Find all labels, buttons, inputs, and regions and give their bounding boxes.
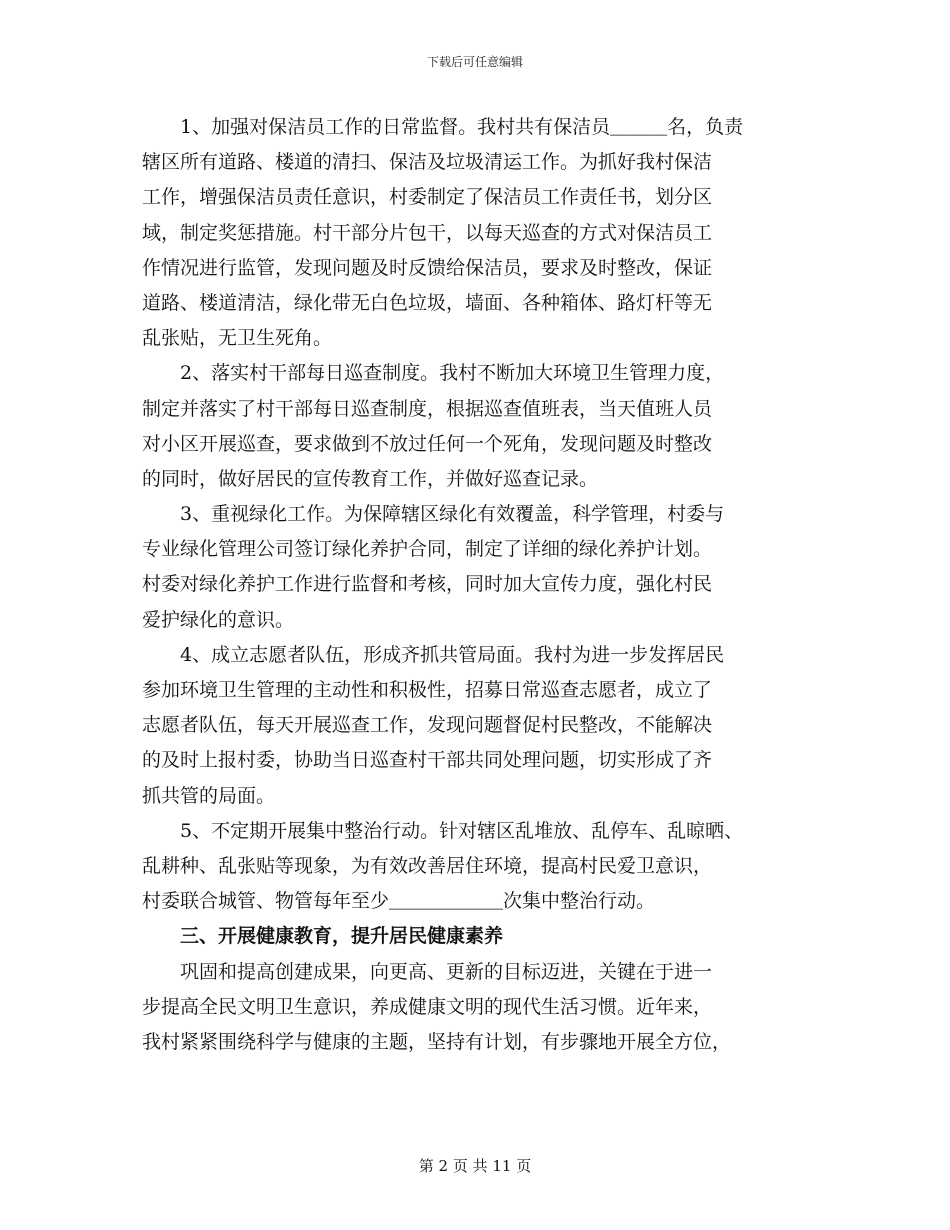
text-line: 1、加强对保洁员工作的日常监督。我村共有保洁员＿＿＿名，负责 xyxy=(142,116,744,138)
text-line: 巩固和提高创建成果，向更高、更新的目标迈进，关键在于进一 xyxy=(142,960,713,983)
text-line: 4、成立志愿者队伍，形成齐抓共管局面。我村为进一步发挥居民 xyxy=(142,643,725,666)
text-line: 辖区所有道路、楼道的清扫、保洁及垃圾清运工作。为抓好我村保洁 xyxy=(142,151,713,174)
page-footer: 第 2 页 共 11 页 xyxy=(418,1157,532,1175)
text-line: 我村紧紧围绕科学与健康的主题，坚持有计划，有步骤地开展全方位， xyxy=(142,1030,732,1053)
document-body xyxy=(142,110,832,1060)
text-line: 乱耕种、乱张贴等现象，为有效改善居住环境，提高村民爱卫意识， xyxy=(142,854,713,877)
text-line: 村委联合城管、物管每年至少＿＿＿＿＿＿次集中整治行动。 xyxy=(142,890,656,913)
text-line: 2、落实村干部每日巡查制度。我村不断加大环境卫生管理力度， xyxy=(142,362,725,385)
text-line: 5、不定期开展集中整治行动。针对辖区乱堆放、乱停车、乱晾晒、 xyxy=(142,819,744,842)
text-line: 工作，增强保洁员责任意识，村委制定了保洁员工作责任书，划分区 xyxy=(142,186,713,209)
text-line: 爱护绿化的意识。 xyxy=(142,608,295,631)
text-line: 作情况进行监管，发现问题及时反馈给保洁员，要求及时整改，保证 xyxy=(142,256,713,279)
text-line: 抓共管的局面。 xyxy=(142,784,276,807)
text-line: 乱张贴，无卫生死角。 xyxy=(142,327,333,350)
text-line: 步提高全民文明卫生意识，养成健康文明的现代生活习惯。近年来， xyxy=(142,995,713,1018)
text-line: 的及时上报村委，协助当日巡查村干部共同处理问题，切实形成了齐 xyxy=(142,749,713,772)
text-line: 对小区开展巡查，要求做到不放过任何一个死角，发现问题及时整改 xyxy=(142,432,713,455)
text-line: 参加环境卫生管理的主动性和积极性，招募日常巡查志愿者，成立了 xyxy=(142,679,713,701)
text-line: 的同时，做好居民的宣传教育工作，并做好巡查记录。 xyxy=(142,467,599,490)
text-line: 3、重视绿化工作。为保障辖区绿化有效覆盖，科学管理，村委与 xyxy=(142,503,725,526)
text-line: 专业绿化管理公司签订绿化养护合同，制定了详细的绿化养护计划。 xyxy=(142,538,713,561)
text-line: 域，制定奖惩措施。村干部分片包干，以每天巡查的方式对保洁员工 xyxy=(142,221,713,244)
text-line: 道路、楼道清洁，绿化带无白色垃圾，墙面、各种箱体、路灯杆等无 xyxy=(142,291,713,314)
section-heading: 三、开展健康教育，提升居民健康素养 xyxy=(142,925,504,948)
text-line: 村委对绿化养护工作进行监督和考核，同时加大宣传力度，强化村民 xyxy=(142,573,713,596)
page-header: 下载后可任意编辑 xyxy=(426,55,523,69)
text-line: 制定并落实了村干部每日巡查制度，根据巡查值班表，当天值班人员 xyxy=(142,397,713,420)
text-line: 志愿者队伍，每天开展巡查工作，发现问题督促村民整改，不能解决 xyxy=(142,714,713,737)
